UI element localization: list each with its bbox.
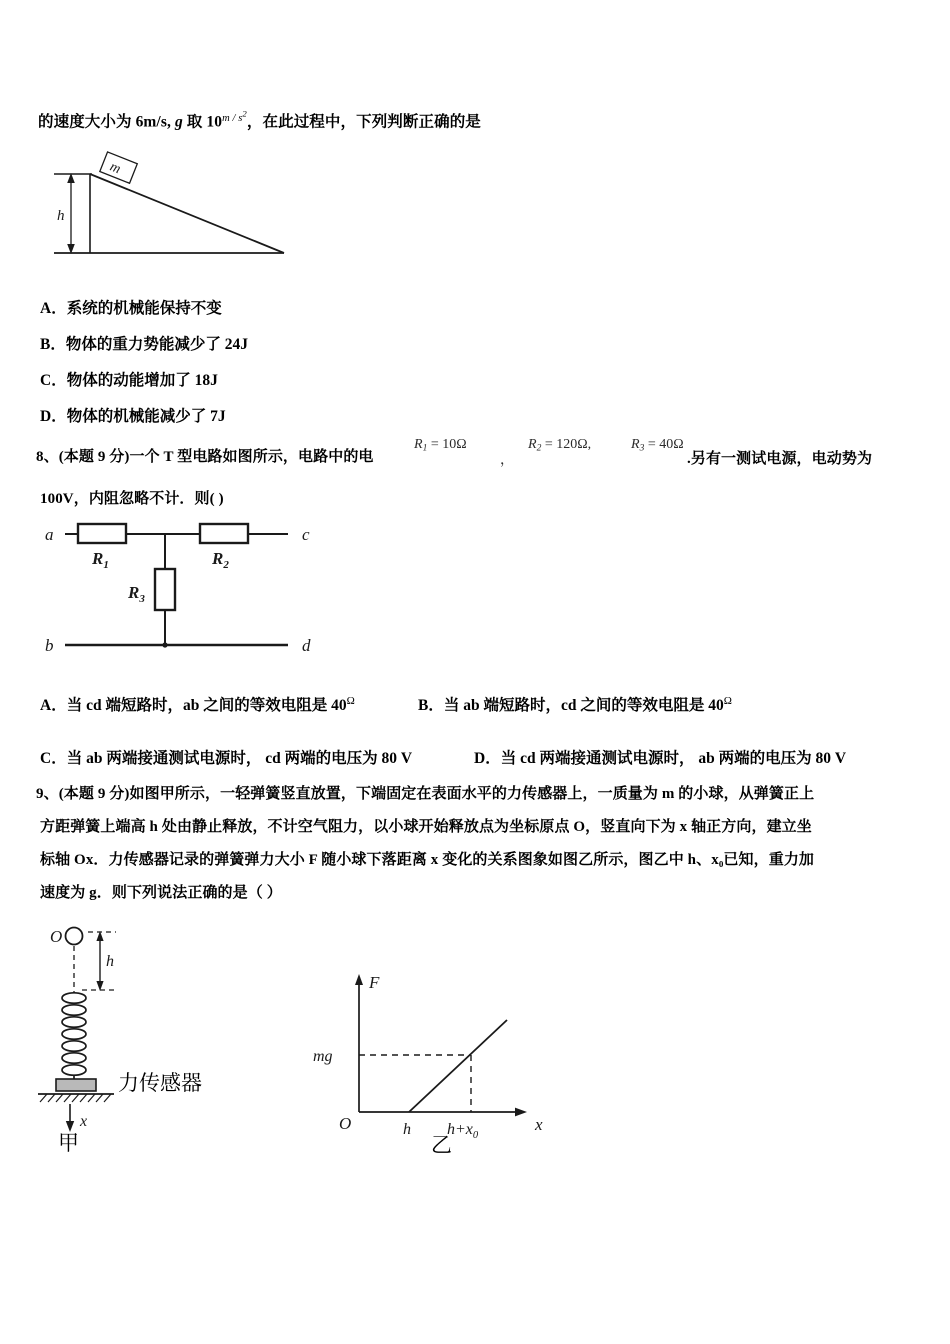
q8-option-c xyxy=(40,746,412,768)
q8-r2-symbol: R xyxy=(528,437,537,452)
q9-number: 9、 xyxy=(36,786,59,802)
q7-symbol-g: g xyxy=(174,113,183,131)
q7-option-a-tag: A． xyxy=(40,300,67,317)
q8-option-b-tag: B． xyxy=(418,697,444,714)
q8-r2-value: = 120Ω, xyxy=(544,437,592,452)
q7-option-a-text: 系统的机械能保持不变 xyxy=(66,300,222,317)
spring-height-label: h xyxy=(106,953,114,970)
q8-option-a-unit: Ω xyxy=(346,694,355,707)
q8-number: 8、 xyxy=(36,449,59,465)
q8-option-b-unit: Ω xyxy=(723,694,732,707)
q9-line1-text: 如图甲所示，一轻弹簧竖直放置，下端固定在表面水平的力传感器上，一质量为 m 的小球，从弹簧正上 xyxy=(129,786,815,802)
q8-stem-line2 xyxy=(40,490,224,509)
q8-r3-symbol: R xyxy=(631,437,640,452)
q7-option-d-tag: D． xyxy=(40,408,67,425)
q8-stem-line2-text: 100V，内阻忽略不计．则( ) xyxy=(40,491,224,507)
q7-option-b-tag: B． xyxy=(40,336,66,353)
q8-r1-sub: 1 xyxy=(422,443,428,454)
q8-r3-sub: 3 xyxy=(639,443,645,454)
question9-stem-line4 xyxy=(40,884,282,903)
q8-option-b xyxy=(418,693,732,715)
q8-r1-symbol: R xyxy=(414,437,423,452)
graph-xtick-h: h xyxy=(403,1121,411,1138)
spring-axis-x-label: x xyxy=(80,1113,88,1130)
question7-stem-line xyxy=(38,108,481,132)
graph-ytick-mg: mg xyxy=(313,1048,333,1065)
q8-option-a-tag: A． xyxy=(40,697,67,714)
q7-stem-pre: 的速度大小为 6m/s, xyxy=(38,113,175,131)
q7-unit-exponent: 2 xyxy=(242,108,247,118)
q8-option-c-text: 当 ab 两端接通测试电源时， cd 两端的电压为 80 V xyxy=(66,750,413,767)
incline-height-label: h xyxy=(57,208,65,224)
q8-formula-comma xyxy=(500,449,514,469)
q7-option-d xyxy=(40,404,226,426)
circuit-terminal-a: a xyxy=(45,525,54,544)
q8-option-a xyxy=(40,693,355,715)
q8-option-c-tag: C． xyxy=(40,750,67,767)
q8-r2-sub: 2 xyxy=(536,443,542,454)
inclined-plane-figure xyxy=(40,152,320,277)
circuit-terminal-b: b xyxy=(45,636,54,655)
q7-option-b xyxy=(40,332,248,354)
q8-r3-value: = 40Ω xyxy=(647,437,684,452)
circuit-label-r2: $R_2$ xyxy=(212,549,229,571)
q8-option-d-text: 当 cd 两端接通测试电源时， ab 两端的电压为 80 V xyxy=(500,750,847,767)
force-sensor-block xyxy=(56,1079,96,1091)
spring-origin-label: O xyxy=(50,927,63,946)
q8-resistance-values xyxy=(414,437,467,454)
q9-line4-text: 速度为 g．则下列说法正确的是（ ） xyxy=(40,885,282,901)
q9-points: (本题 9 分) xyxy=(58,786,130,802)
q7-unit-text: m / s xyxy=(222,112,243,124)
q7-stem-mid: 取 10 xyxy=(182,113,223,131)
force-sensor-label: 力传感器 xyxy=(118,1071,202,1095)
question9-stem-line2 xyxy=(40,818,812,837)
circuit-terminal-d: d xyxy=(302,636,311,655)
q9-line3-text: 标轴 Ox．力传感器记录的弹簧弹力大小 F 随小球下落距离 x 变化的关系图象如图乙所示，图乙中 h、x₀已知，重力加 xyxy=(40,852,815,868)
q8-option-d-tag: D． xyxy=(474,750,501,767)
q7-option-c xyxy=(40,368,218,390)
figure-jia-caption: 甲 xyxy=(58,1131,79,1155)
q7-option-c-text: 物体的动能增加了 18J xyxy=(66,372,218,389)
q8-option-b-text: 当 ab 端短路时，cd 之间的等效电阻是 40 xyxy=(443,697,724,714)
t-circuit-figure xyxy=(40,512,340,667)
q8-stem-part2 xyxy=(687,450,872,469)
graph-xtick-hx0: $h+x_0$ xyxy=(447,1121,479,1141)
graph-y-axis-label: F xyxy=(369,973,380,992)
figure-yi-caption: 乙 xyxy=(431,1133,452,1157)
q8-points: (本题 9 分) xyxy=(58,449,130,465)
force-displacement-graph-figure xyxy=(295,962,580,1157)
spring-force-sensor-figure xyxy=(30,918,240,1153)
circuit-terminal-c: c xyxy=(302,525,310,544)
circuit-label-r3: $R_3$ xyxy=(128,583,145,605)
graph-x-axis-label: x xyxy=(535,1115,543,1134)
q8-r2 xyxy=(528,437,591,454)
question8-stem-line1 xyxy=(36,448,374,467)
q8-r1-value: = 10Ω xyxy=(430,437,467,452)
question9-stem-line1 xyxy=(36,785,814,804)
q7-option-b-text: 物体的重力势能减少了 24J xyxy=(65,336,248,353)
q8-r1 xyxy=(414,437,467,452)
q7-option-c-tag: C． xyxy=(40,372,67,389)
q7-unit-ms2 xyxy=(222,108,247,124)
graph-origin-label: O xyxy=(339,1114,352,1133)
q7-stem-post: ，在此过程中，下列判断正确的是 xyxy=(246,113,481,131)
incline-block-label: m xyxy=(107,159,123,178)
q7-option-d-text: 物体的机械能减少了 7J xyxy=(66,408,226,425)
circuit-label-r1: $R_1$ xyxy=(92,549,109,571)
q8-r3 xyxy=(631,437,684,454)
q8-stem-part1: 一个 T 型电路如图所示，电路中的电 xyxy=(129,449,374,465)
q9-line2-text: 方距弹簧上端高 h 处由静止释放，不计空气阻力，以小球开始释放点为坐标原点 O，竖直向下为 x 轴正方向，建立坐 xyxy=(40,819,812,835)
graph-series-line xyxy=(409,1020,507,1112)
question9-stem-line3 xyxy=(40,851,814,870)
q8-option-d xyxy=(474,746,846,768)
q7-option-a xyxy=(40,296,222,318)
q8-option-a-text: 当 cd 端短路时，ab 之间的等效电阻是 40 xyxy=(66,697,347,714)
q8-stem-part2-text: .另有一测试电源，电动势为 xyxy=(687,451,873,467)
q8-comma: ， xyxy=(500,453,514,468)
